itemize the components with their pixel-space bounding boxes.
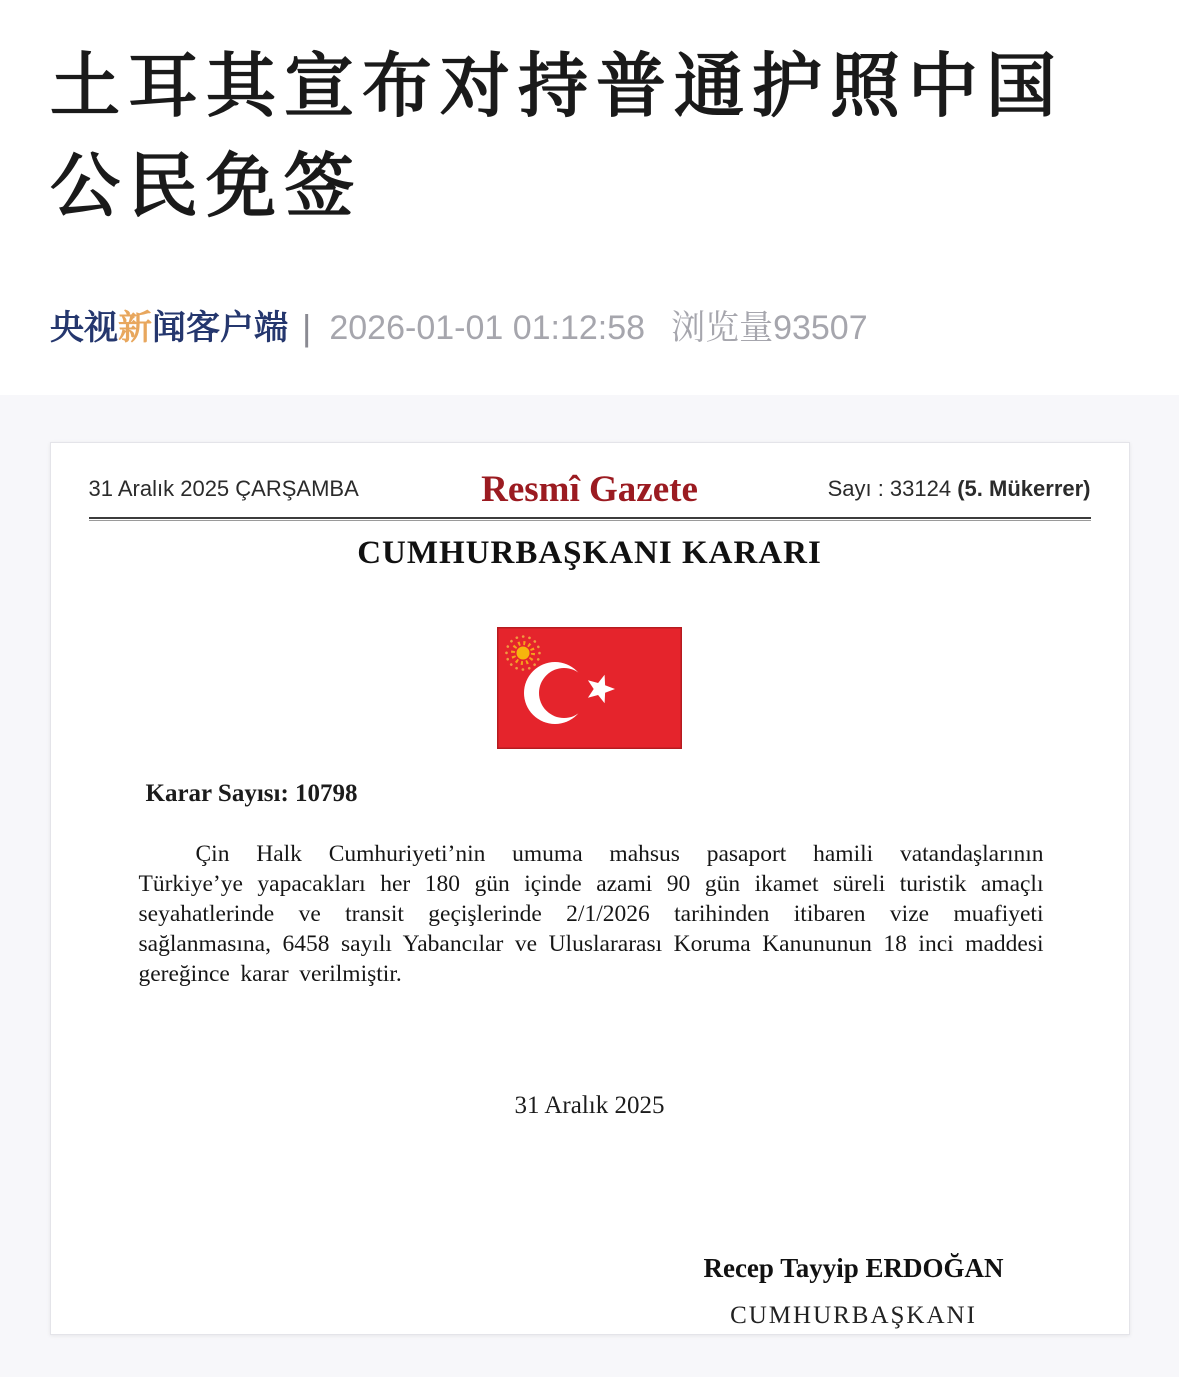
header-divider — [89, 517, 1091, 521]
gazette-image[interactable] — [0, 395, 1179, 1377]
decision-number: Karar Sayısı: 10798 — [145, 780, 358, 807]
source-part1: 央视 — [50, 309, 118, 347]
gazette-issue-number — [698, 476, 1091, 502]
source-part2: 闻客户端 — [152, 309, 288, 347]
source-highlight: 新 — [118, 309, 152, 347]
page-title: 土耳其宣布对持普通护照中国公民免签 — [50, 47, 1064, 225]
gazette-date: 31 Aralık 2025 ÇARŞAMBA — [88, 476, 359, 501]
publish-timestamp: 2026-01-01 01:12:58 — [329, 309, 646, 347]
flag-container — [51, 627, 1129, 749]
issue-prefix: Sayı : 33124 — [827, 476, 958, 501]
signer-name: Recep Tayyip ERDOĞAN — [703, 1253, 1004, 1283]
turkish-presidential-flag-icon — [497, 627, 682, 749]
issue-supplement: (5. Mükerrer) — [957, 476, 1091, 501]
gazette-header — [51, 469, 1129, 509]
decision-body-text: Çin Halk Cumhuriyeti’nin umuma mahsus pasaport hamili vatandaşlarının Türkiye’ye yapacakları her 180 gün içinde azami 90 gün ikamet süreli turistik amaçlı seyahatlerinde ve transit geçişlerinde 2/1/2026 tarihinden itibaren vize muafiyeti sağlanmasına, 6458 sayılı Yabancılar ve Uluslararası Koruma Kanununun 18 inci maddesi gereğince karar verilmiştir. — [138, 841, 1044, 987]
signature-block — [684, 1251, 1024, 1331]
gazette-document — [50, 442, 1130, 1335]
meta-separator: | — [302, 307, 312, 348]
decision-date: 31 Aralık 2025 — [514, 1092, 665, 1119]
article-header — [0, 0, 1179, 350]
gazette-masthead: Resmî Gazete — [481, 468, 698, 510]
document-type-heading: CUMHURBAŞKANI KARARI — [357, 535, 822, 571]
signer-title: CUMHURBAŞKANI — [730, 1302, 977, 1329]
source-link[interactable] — [50, 306, 288, 350]
view-count: 浏览量93507 — [671, 309, 868, 347]
article-meta — [50, 306, 1129, 350]
